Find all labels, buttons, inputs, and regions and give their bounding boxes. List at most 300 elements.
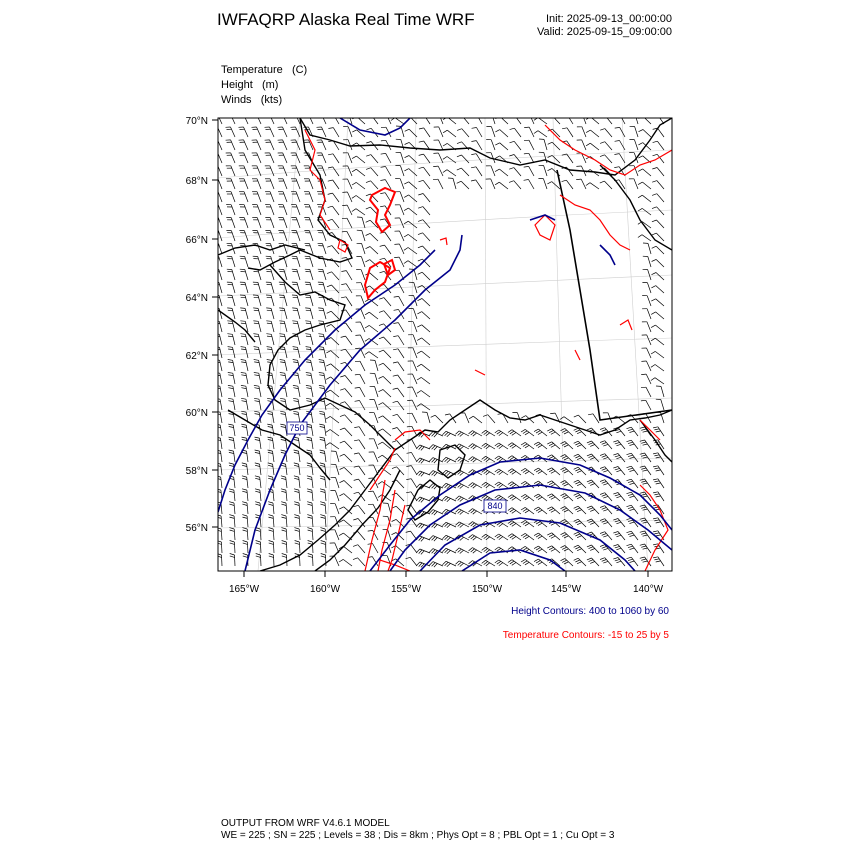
wind-barb <box>360 335 365 345</box>
wind-barb <box>459 561 469 566</box>
wind-barb <box>259 425 261 436</box>
wind-barb-feather <box>432 537 436 541</box>
wind-barb-feather <box>242 515 247 516</box>
wind-barb <box>512 521 521 527</box>
wind-barb-feather <box>536 509 540 512</box>
wind-barb <box>423 194 430 203</box>
wind-barb-feather <box>352 196 356 199</box>
wind-barb <box>514 155 521 164</box>
wind-barb <box>421 377 430 384</box>
wind-barb-feather <box>305 334 310 335</box>
wind-barb-feather <box>600 467 605 469</box>
wind-barb-feather <box>269 517 274 518</box>
wind-barb-feather <box>429 562 433 566</box>
wind-barb-feather <box>472 114 477 115</box>
wind-barb <box>384 337 392 345</box>
wind-barb-feather <box>652 194 657 196</box>
wind-barb-feather <box>536 470 540 473</box>
wind-barb <box>553 116 561 124</box>
wind-barb-feather <box>627 440 632 442</box>
wind-barb-feather <box>242 427 247 428</box>
wind-barb-feather <box>469 457 473 460</box>
wind-barb-feather <box>643 561 648 562</box>
wind-barb <box>297 308 300 319</box>
wind-barb <box>331 390 340 397</box>
wind-barb-feather <box>268 427 273 428</box>
wind-barb-feather <box>241 323 246 324</box>
temperature-contour-note: Temperature Contours: -15 to 25 by 5 <box>502 630 669 641</box>
wind-barb <box>604 181 612 189</box>
wind-barb <box>218 192 222 202</box>
wind-barb <box>231 166 235 176</box>
wind-barb <box>427 412 430 423</box>
wind-barb <box>578 493 586 501</box>
wind-barb-feather <box>641 400 646 401</box>
wind-barb-feather <box>497 444 501 447</box>
wind-barb-feather <box>230 541 235 543</box>
wind-barb-feather <box>628 546 633 547</box>
wind-barb-feather <box>460 485 464 488</box>
wind-barb-feather <box>603 457 608 459</box>
wind-barb <box>295 114 300 124</box>
wind-barb-feather <box>627 466 632 468</box>
wind-barb <box>412 453 418 463</box>
wind-barb-feather <box>471 549 475 552</box>
wind-barb-feather <box>654 481 659 482</box>
wind-barb-feather <box>586 143 590 146</box>
wind-barb-feather <box>471 445 475 448</box>
wind-barb-feather <box>447 550 451 553</box>
wind-barb-feather <box>484 458 488 461</box>
wind-barb-feather <box>292 321 297 322</box>
wind-barb-feather <box>589 560 594 562</box>
wind-barb-feather <box>267 310 272 311</box>
wind-barb <box>371 115 378 124</box>
wind-barb-feather <box>307 478 312 479</box>
wind-barb-feather <box>327 324 332 326</box>
wind-barb-feather <box>405 129 410 131</box>
wind-barb <box>383 363 391 371</box>
wind-barb-feather <box>418 246 423 248</box>
wind-barb-feather <box>495 182 499 185</box>
wind-barb-feather <box>320 440 325 441</box>
wind-barb-feather <box>523 483 527 486</box>
wind-barb-feather <box>458 497 462 500</box>
wind-barb <box>261 555 262 566</box>
wind-barb <box>286 464 287 475</box>
wind-barb <box>552 142 560 150</box>
wind-barb-feather <box>630 470 635 471</box>
wind-barb-feather <box>306 388 311 389</box>
wind-barb-feather <box>562 128 567 129</box>
wind-barb <box>362 217 365 228</box>
wind-barb-feather <box>307 476 312 477</box>
wind-barb <box>525 507 534 514</box>
wind-barb-feather <box>416 458 419 462</box>
wind-barb-feather <box>628 442 633 443</box>
wind-barb-feather <box>640 505 645 506</box>
wind-barb-feather <box>600 506 605 508</box>
wind-barb-feather <box>495 534 499 537</box>
wind-barb <box>544 166 547 177</box>
wind-barb-feather <box>534 481 538 484</box>
wind-barb-feather <box>630 535 635 536</box>
wind-barb-feather <box>306 375 311 376</box>
wind-barb-feather <box>255 440 260 441</box>
wind-barb-feather <box>352 143 356 146</box>
wind-barb <box>282 114 287 124</box>
wind-barb-feather <box>495 169 499 172</box>
wind-barb <box>476 154 482 163</box>
wind-barb-feather <box>616 548 621 550</box>
wind-barb-feather <box>534 546 538 549</box>
wind-barb-feather <box>293 360 298 361</box>
wind-barb-feather <box>229 502 234 503</box>
wind-barb-feather <box>641 455 646 456</box>
wind-barb-feather <box>574 506 579 508</box>
wind-barb <box>593 414 599 423</box>
wind-barb-feather <box>512 472 516 475</box>
wind-barb-feather <box>406 479 411 480</box>
wind-barb-feather <box>510 444 514 447</box>
wind-barb <box>552 182 560 189</box>
wind-barb-feather <box>320 489 325 490</box>
wind-barb <box>567 128 573 137</box>
wind-barb-feather <box>445 471 449 475</box>
wind-barb <box>422 312 430 319</box>
wind-barb-feather <box>577 432 582 434</box>
wind-barb-feather <box>653 154 658 156</box>
wind-barb <box>247 451 249 462</box>
wind-barb <box>657 181 664 189</box>
wind-barb <box>257 205 261 215</box>
wind-barb <box>422 338 430 345</box>
wind-barb <box>221 542 222 553</box>
wind-barb <box>311 386 313 397</box>
wind-barb-feather <box>473 459 477 462</box>
wind-barb-feather <box>340 467 345 469</box>
wind-barb-feather <box>342 231 347 232</box>
wind-barb-feather <box>547 468 551 470</box>
wind-barb <box>220 347 223 358</box>
wind-barb <box>399 244 404 254</box>
wind-barb-feather <box>651 325 655 328</box>
wind-barb-feather <box>342 205 347 206</box>
wind-barb-feather <box>421 447 424 451</box>
wind-barb-feather <box>394 257 399 258</box>
wind-barb-feather <box>308 554 313 556</box>
wind-barb-feather <box>613 454 618 456</box>
wind-barb <box>459 548 469 553</box>
wind-barb <box>592 558 600 566</box>
wind-barb-feather <box>577 562 582 564</box>
wind-barb-feather <box>268 450 273 451</box>
wind-barb-feather <box>418 272 423 274</box>
wind-barb <box>435 415 443 423</box>
wind-barb <box>325 529 326 540</box>
wind-barb-feather <box>482 430 486 433</box>
wind-barb <box>375 374 378 385</box>
wind-barb <box>246 347 249 358</box>
wind-barb <box>529 180 535 190</box>
wind-barb <box>324 425 326 436</box>
wind-barb-feather <box>340 441 345 443</box>
wind-barb-feather <box>600 142 605 144</box>
wind-barb-feather <box>628 468 633 469</box>
wind-barb <box>358 505 365 514</box>
wind-barb <box>439 127 443 137</box>
wind-barb <box>400 218 404 228</box>
wind-barb-feather <box>381 140 386 141</box>
wind-barb-feather <box>307 489 312 490</box>
wind-barb-feather <box>536 444 540 447</box>
wind-barb-feather <box>653 479 658 480</box>
wind-barb-feather <box>574 415 579 417</box>
wind-barb-feather <box>549 534 553 536</box>
wind-barb <box>283 153 287 163</box>
wind-barb-feather <box>577 497 582 499</box>
wind-barb <box>642 235 651 241</box>
wind-barb <box>360 374 365 384</box>
wind-barb-feather <box>353 545 358 547</box>
wind-barb-feather <box>495 482 499 485</box>
wind-barb-feather <box>628 429 633 430</box>
wind-barb <box>247 490 248 501</box>
wind-barb-feather <box>508 495 512 498</box>
wind-barb-feather <box>603 522 608 524</box>
wind-barb <box>656 233 664 241</box>
wind-barb-feather <box>432 550 436 554</box>
wind-barb-feather <box>404 221 408 224</box>
wind-barb-feather <box>613 545 618 547</box>
wind-barb-feather <box>538 432 542 435</box>
wind-barb-feather <box>340 415 345 417</box>
wind-barb <box>273 490 274 501</box>
wind-barb-feather <box>320 502 325 503</box>
wind-barb-feather <box>281 401 286 402</box>
wind-barb-feather <box>560 417 564 420</box>
wind-barb-feather <box>469 444 473 447</box>
wind-barb-feather <box>534 455 538 458</box>
wind-barb-feather <box>536 522 540 525</box>
wind-barb-feather <box>352 156 356 159</box>
wind-barb-feather <box>561 494 565 496</box>
wind-barb <box>297 334 300 345</box>
wind-barb-feather <box>354 479 359 480</box>
wind-barb <box>446 522 456 527</box>
wind-barb-feather <box>484 445 488 448</box>
wind-barb-feather <box>380 180 385 181</box>
wind-barb-feather <box>228 375 233 376</box>
wind-barb-feather <box>654 494 659 495</box>
wind-barb-feather <box>306 336 311 337</box>
wind-barb-feather <box>550 413 555 414</box>
wind-barb <box>335 504 339 514</box>
wind-barb-feather <box>630 444 635 445</box>
wind-barb <box>312 529 313 540</box>
wind-barb <box>565 533 573 541</box>
wind-barb <box>374 452 378 462</box>
wind-barb <box>244 205 248 215</box>
wind-barb <box>525 533 534 540</box>
wind-barb <box>359 427 365 436</box>
wind-barb <box>578 454 586 462</box>
wind-barb <box>270 153 274 163</box>
wind-barb <box>476 141 482 150</box>
field-height <box>221 78 307 93</box>
wind-barb <box>565 429 573 437</box>
wind-barb <box>287 555 288 566</box>
wind-barb-feather <box>510 535 514 538</box>
wind-barb-feather <box>483 415 488 417</box>
wind-barb-feather <box>587 506 592 508</box>
wind-barb <box>269 114 274 124</box>
wind-barb-feather <box>654 533 659 534</box>
wind-barb <box>525 494 534 501</box>
wind-barb-feather <box>510 128 515 129</box>
wind-barb-feather <box>294 452 299 453</box>
wind-barb <box>411 466 417 475</box>
wind-barb-feather <box>561 442 565 444</box>
wind-barb-feather <box>419 459 422 463</box>
wind-barb-feather <box>602 482 607 484</box>
wind-barb <box>274 555 275 566</box>
wind-barb-feather <box>416 562 419 566</box>
lon-label: 155°W <box>390 584 422 595</box>
wind-barb-feather <box>352 130 356 132</box>
run-times <box>537 13 672 39</box>
wind-barb <box>247 464 248 475</box>
wind-barb-feather <box>577 458 582 460</box>
wind-barb <box>298 412 300 423</box>
wind-barb-feather <box>230 556 235 558</box>
wind-barb-feather <box>615 114 620 115</box>
wind-barb <box>297 295 300 306</box>
wind-barb <box>299 542 300 553</box>
wind-barb-feather <box>616 431 621 433</box>
wind-barb-feather <box>229 427 234 428</box>
wind-barb-feather <box>627 557 632 559</box>
wind-barb-feather <box>243 530 248 531</box>
wind-barb <box>285 347 288 358</box>
wind-barb <box>605 129 612 137</box>
wind-barb <box>581 179 586 189</box>
wind-barb <box>299 529 300 540</box>
wind-barb <box>397 414 404 423</box>
wind-barb <box>647 348 652 358</box>
wind-barb-feather <box>340 481 345 483</box>
wind-barb-feather <box>562 430 567 432</box>
wind-barb-feather <box>254 347 259 348</box>
wind-barb <box>246 399 248 410</box>
wind-barb-feather <box>457 142 462 144</box>
wind-barb-feather <box>653 453 658 454</box>
wind-barb <box>539 429 548 436</box>
wind-barb-feather <box>525 536 529 539</box>
wind-barb <box>398 388 405 397</box>
wind-barb <box>270 231 274 241</box>
wind-barb-feather <box>279 308 284 309</box>
wind-barb <box>325 451 327 462</box>
wind-barb-feather <box>293 411 298 412</box>
wind-barb-feather <box>295 541 300 543</box>
wind-barb <box>257 231 261 241</box>
wind-barb-feather <box>613 493 618 495</box>
wind-barb <box>296 179 300 189</box>
wind-barb-feather <box>280 349 285 350</box>
wind-barb-feather <box>294 440 299 441</box>
wind-barb-feather <box>562 547 567 549</box>
wind-barb-feather <box>268 478 273 479</box>
wind-barb <box>564 417 573 423</box>
yukon-delta <box>218 310 255 342</box>
wind-barb-feather <box>482 456 486 459</box>
wind-barb <box>348 179 353 189</box>
wind-barb <box>286 477 287 488</box>
wind-barb-feather <box>562 482 567 484</box>
wind-barb-feather <box>328 167 333 168</box>
wind-barb-feather <box>497 457 501 460</box>
wind-barb <box>499 182 508 189</box>
wind-barb-feather <box>638 208 642 211</box>
wind-barb-feather <box>268 504 273 505</box>
wind-barb-feather <box>306 398 311 399</box>
wind-barb <box>308 114 313 124</box>
wind-barb <box>371 168 378 176</box>
wind-barb-feather <box>534 468 538 471</box>
wind-barb <box>477 114 482 124</box>
wind-barb-feather <box>640 531 645 532</box>
wind-barb <box>514 128 521 137</box>
wind-barb-feather <box>228 310 233 311</box>
wind-barb <box>476 167 482 176</box>
wind-barb <box>386 167 392 177</box>
wind-barb-feather <box>228 362 233 363</box>
wind-barb <box>296 166 300 176</box>
wind-barb-feather <box>495 430 499 433</box>
wind-barb <box>232 308 235 319</box>
wind-barb-feather <box>254 388 259 389</box>
wind-barb-feather <box>419 446 422 450</box>
wind-barb-feather <box>630 483 635 484</box>
wind-barb <box>246 425 248 436</box>
wind-barb <box>412 439 417 449</box>
wind-barb-feather <box>254 310 259 311</box>
wind-barb-feather <box>320 515 325 516</box>
wind-barb <box>648 243 651 254</box>
wind-barb <box>346 271 352 280</box>
wind-barb-feather <box>269 543 274 545</box>
wind-barb <box>244 166 248 176</box>
wind-barb-feather <box>416 549 419 553</box>
wind-barb <box>439 140 444 150</box>
wind-barb-feather <box>417 364 421 367</box>
wind-barb <box>643 130 651 138</box>
wind-barb-feather <box>319 375 324 376</box>
wind-barb-feather <box>616 457 621 459</box>
wind-barb-feather <box>575 482 580 484</box>
wind-barb-feather <box>589 456 594 458</box>
wind-barb-feather <box>407 400 412 401</box>
wind-barb-feather <box>365 312 369 315</box>
wind-barb <box>233 360 235 371</box>
wind-barb-feather <box>405 156 410 158</box>
wind-barb-feather <box>484 484 488 487</box>
contour-label-840 <box>484 500 506 512</box>
wind-barb-feather <box>339 507 343 509</box>
wind-barb-feather <box>432 563 436 567</box>
wind-barb <box>260 490 261 501</box>
